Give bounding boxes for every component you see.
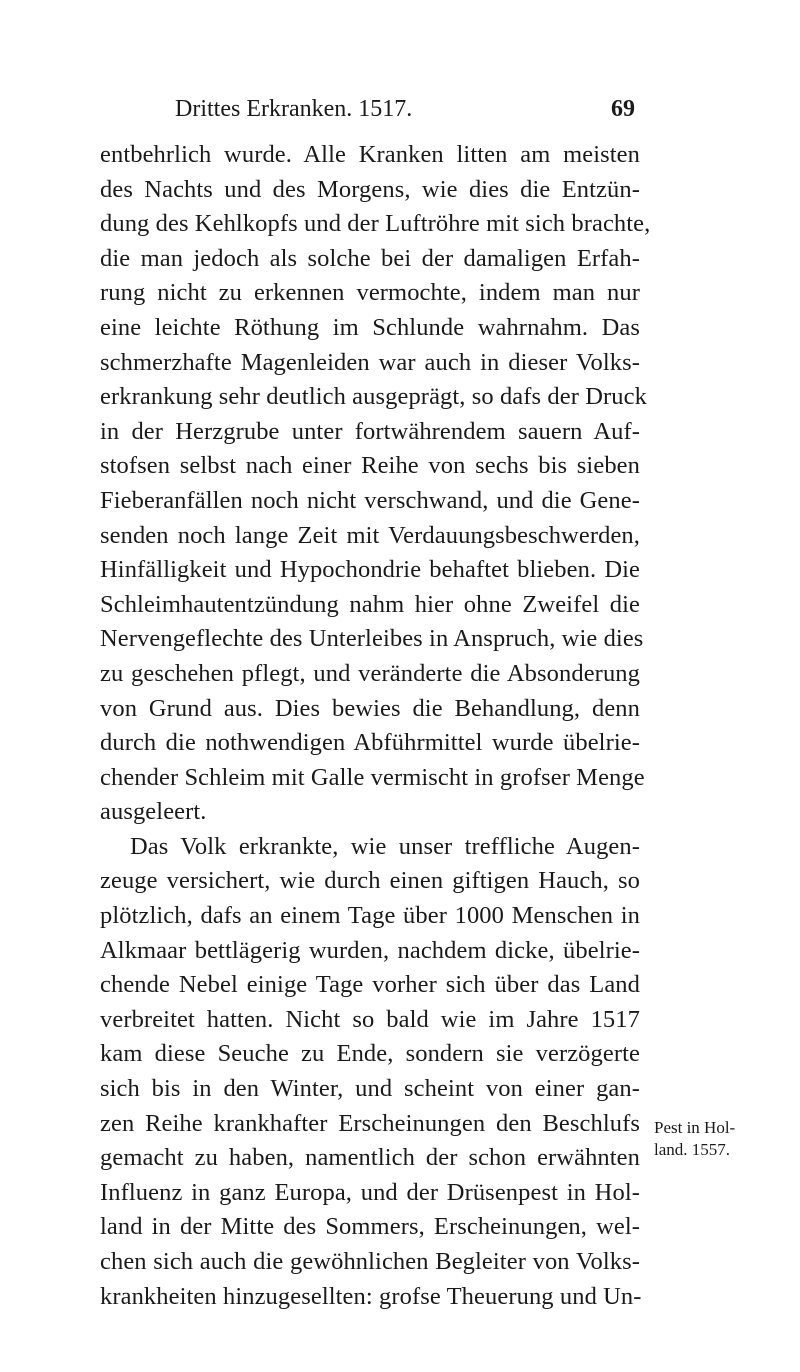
text-line: des Nachts und des Morgens, wie dies die Entzün- bbox=[100, 175, 640, 203]
text-line: stofsen selbst nach einer Reihe von sechs bis sieben bbox=[100, 452, 640, 480]
text-line: sich bis in den Winter, und scheint von einer gan- bbox=[100, 1075, 640, 1103]
text-line: senden noch lange Zeit mit Verdauungsbeschwerden, bbox=[100, 521, 640, 549]
text-line: Fieberanfällen noch nicht verschwand, und die Gene- bbox=[100, 486, 640, 514]
text-line: dung des Kehlkopfs und der Luftröhre mit sich brachte, bbox=[100, 210, 651, 238]
running-header bbox=[175, 92, 635, 126]
text-line: krankheiten hinzugesellten: grofse Theuerung und Un- bbox=[100, 1282, 642, 1310]
text-line: Hinfälligkeit und Hypochondrie behaftet blieben. Die bbox=[100, 556, 640, 584]
paragraph-end-line: ausgeleert. bbox=[100, 798, 207, 826]
text-line: in der Herzgrube unter fortwährendem sauern Auf- bbox=[100, 417, 640, 445]
text-line: von Grund aus. Dies bewies die Behandlung, denn bbox=[100, 694, 640, 722]
text-line: zeuge versichert, wie durch einen giftigen Hauch, so bbox=[100, 867, 640, 895]
text-line: Alkmaar bettlägerig wurden, nachdem dicke, übelrie- bbox=[100, 936, 640, 964]
text-line: verbreitet hatten. Nicht so bald wie im Jahre 1517 bbox=[100, 1005, 640, 1033]
margin-note-line: land. 1557. bbox=[654, 1140, 731, 1159]
paragraph-start-line: Das Volk erkrankte, wie unser treffliche Augen- bbox=[130, 832, 640, 860]
text-line: Schleimhautentzündung nahm hier ohne Zweifel die bbox=[100, 590, 640, 618]
text-line: entbehrlich wurde. Alle Kranken litten am meisten bbox=[100, 141, 640, 168]
text-line: rung nicht zu erkennen vermochte, indem man nur bbox=[100, 279, 640, 307]
text-line: zu geschehen pflegt, und veränderte die Absonderung bbox=[100, 659, 640, 687]
text-line: land in der Mitte des Sommers, Erscheinungen, wel- bbox=[100, 1213, 640, 1241]
text-line: plötzlich, dafs an einem Tage über 1000 Menschen in bbox=[100, 902, 640, 930]
text-line: die man jedoch als solche bei der damaligen Erfah- bbox=[100, 244, 640, 272]
page-number: 69 bbox=[611, 96, 635, 122]
text-line: Nervengeflechte des Unterleibes in Anspruch, wie dies bbox=[100, 625, 644, 653]
text-line: zen Reihe krankhafter Erscheinungen den Beschlufs bbox=[100, 1109, 640, 1137]
body-text bbox=[100, 138, 651, 1314]
text-line: chende Nebel einige Tage vorher sich über das Land bbox=[100, 971, 640, 999]
header-title: Drittes Erkranken. 1517. bbox=[175, 96, 413, 122]
text-line: gemacht zu haben, namentlich der schon erwähnten bbox=[100, 1144, 640, 1172]
margin-note bbox=[654, 1117, 784, 1161]
text-line: erkrankung sehr deutlich ausgeprägt, so dafs der Druck bbox=[100, 383, 647, 411]
text-line: kam diese Seuche zu Ende, sondern sie verzögerte bbox=[100, 1040, 640, 1068]
text-line: chender Schleim mit Galle vermischt in grofser Menge bbox=[100, 763, 645, 791]
text-line: Influenz in ganz Europa, und der Drüsenpest in Hol- bbox=[100, 1178, 640, 1206]
text-line: durch die nothwendigen Abführmittel wurde übelrie- bbox=[100, 729, 640, 757]
text-line: eine leichte Röthung im Schlunde wahrnahm. Das bbox=[100, 313, 640, 341]
text-line: schmerzhafte Magenleiden war auch in dieser Volks- bbox=[100, 348, 640, 376]
margin-note-line: Pest in Hol- bbox=[654, 1118, 736, 1137]
text-line: chen sich auch die gewöhnlichen Begleiter von Volks- bbox=[100, 1248, 640, 1275]
